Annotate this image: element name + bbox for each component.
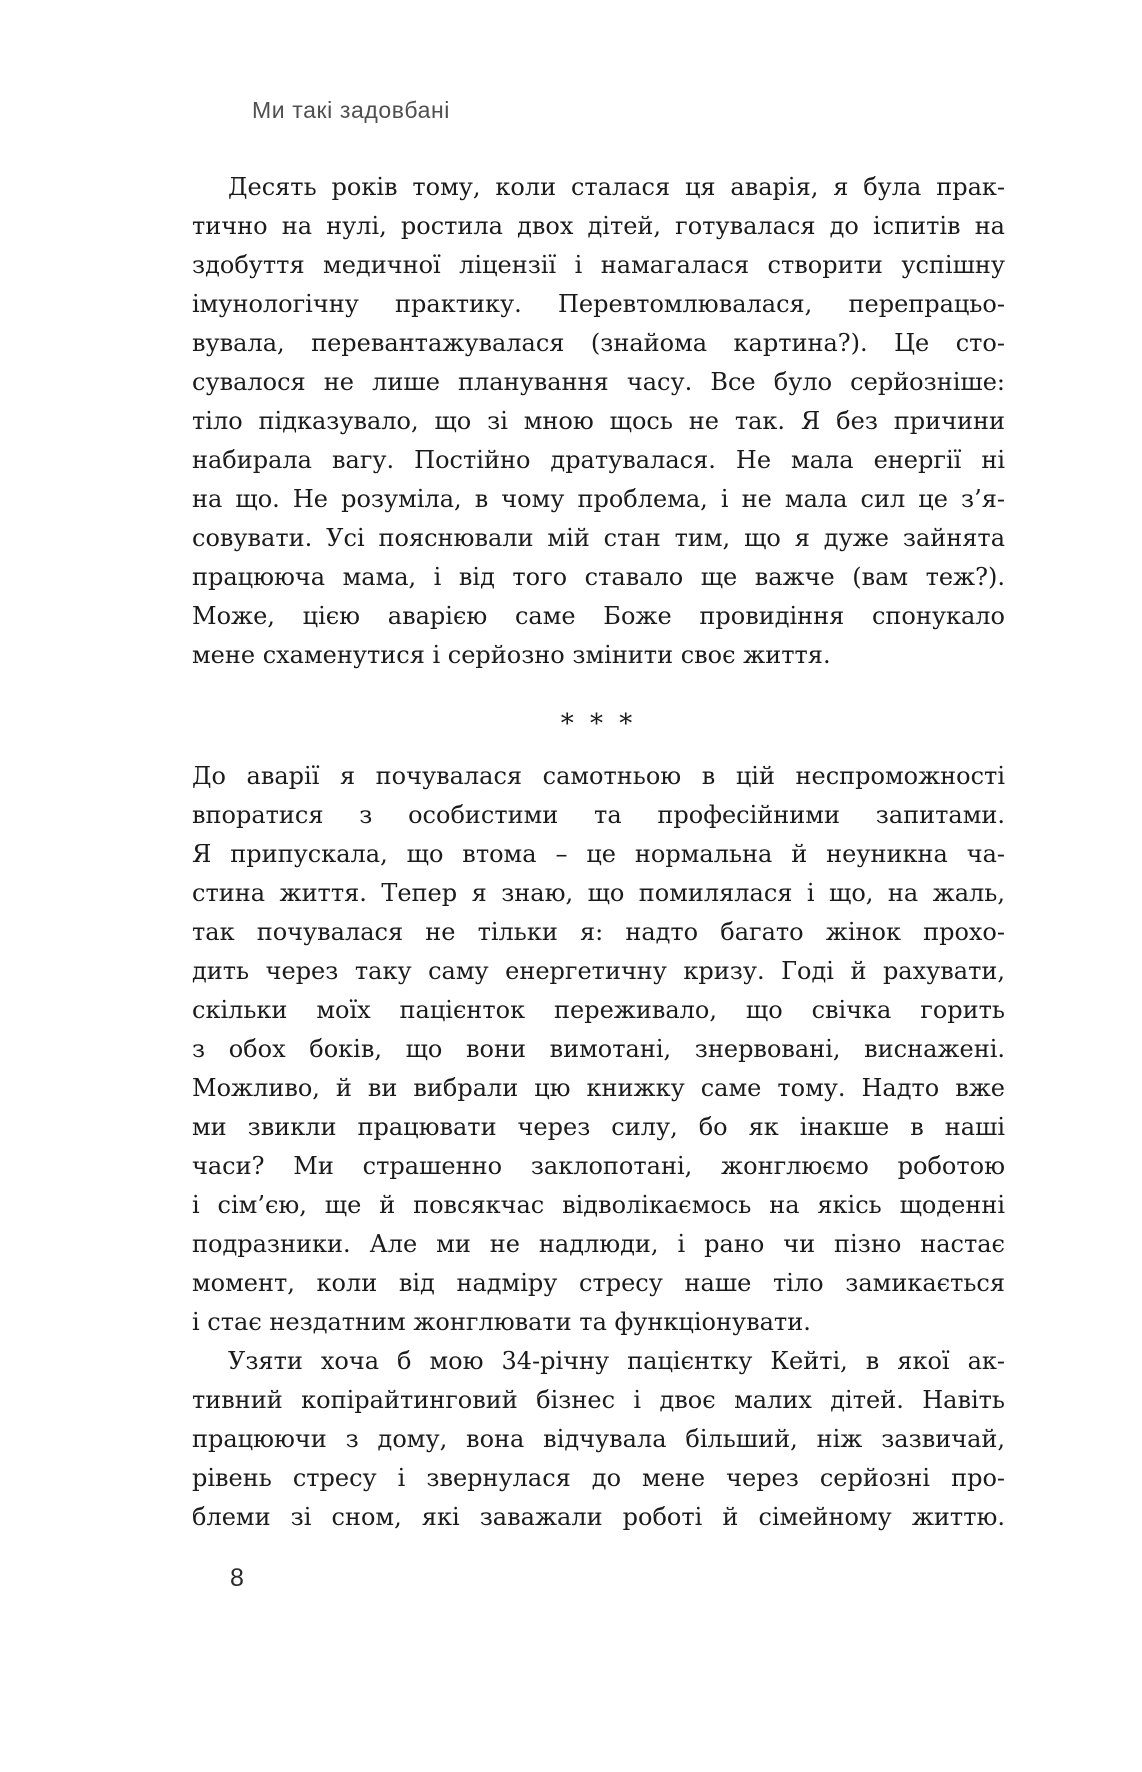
text-line: вувала, перевантажувалася (знайома картина?). Це сто- bbox=[192, 329, 1005, 357]
text-line: тично на нулі, ростила двох дітей, готувалася до іспитів на bbox=[192, 212, 1005, 240]
text-line: працюючи з дому, вона відчувала більший, ніж зазвичай, bbox=[192, 1425, 1005, 1453]
paragraph bbox=[192, 168, 1005, 675]
running-header: Ми такі задовбані bbox=[252, 97, 450, 123]
text-line: момент, коли від надміру стресу наше тіло замикається bbox=[192, 1269, 1005, 1297]
paragraph bbox=[192, 757, 1005, 1342]
text-line: подразники. Але ми не надлюди, і рано чи пізно настає bbox=[192, 1230, 1005, 1258]
text-line: Можливо, й ви вибрали цю книжку саме тому. Надто вже bbox=[192, 1074, 1005, 1102]
text-line: Може, цією аварією саме Боже провидіння спонукало bbox=[192, 602, 1005, 630]
text-line: так почувалася не тільки я: надто багато жінок прохо- bbox=[192, 918, 1005, 946]
page-number: 8 bbox=[230, 1564, 244, 1592]
text-line: дить через таку саму енергетичну кризу. Годі й рахувати, bbox=[192, 957, 1005, 985]
text-line: імунологічну практику. Перевтомлювалася, перепрацьо- bbox=[192, 290, 1005, 318]
text-line: і сім’єю, ще й повсякчас відволікаємось на якісь щоденні bbox=[192, 1191, 1005, 1219]
text-line: Узяти хоча б мою 34-річну пацієнтку Кейті, в якої ак- bbox=[228, 1347, 1005, 1375]
text-line: скільки моїх пацієнток переживало, що свічка горить bbox=[192, 996, 1005, 1024]
text-line: часи? Ми страшенно заклопотані, жонглюємо роботою bbox=[192, 1152, 1005, 1180]
text-line: мене схаменутися і серйозно змінити своє життя. bbox=[192, 641, 831, 669]
text-line: тіло підказувало, що зі мною щось не так. Я без причини bbox=[192, 407, 1005, 435]
text-line: впоратися з особистими та професійними запитами. bbox=[192, 801, 1005, 829]
text-line: тивний копірайтинговий бізнес і двоє малих дітей. Навіть bbox=[192, 1386, 1005, 1414]
text-line: набирала вагу. Постійно дратувалася. Не мала енергії ні bbox=[192, 446, 1005, 474]
body-text bbox=[192, 168, 1005, 1537]
text-line: і стає нездатним жонглювати та функціонувати. bbox=[192, 1308, 811, 1336]
paragraph bbox=[192, 1342, 1005, 1537]
text-line: Я припускала, що втома – це нормальна й неуникна ча- bbox=[192, 840, 1005, 868]
text-line: До аварії я почувалася самотньою в цій неспроможності bbox=[192, 762, 1005, 790]
text-line: працююча мама, і від того ставало ще важче (вам теж?). bbox=[192, 563, 1005, 591]
text-line: здобуття медичної ліцензії і намагалася створити успішну bbox=[192, 251, 1005, 279]
text-line: блеми зі сном, які заважали роботі й сімейному життю. bbox=[192, 1503, 1005, 1531]
section-separator: * * * bbox=[560, 709, 637, 739]
text-line: Десять років тому, коли сталася ця аварія, я була прак- bbox=[228, 173, 1005, 201]
text-line: совувати. Усі пояснювали мій стан тим, що я дуже зайнята bbox=[192, 524, 1005, 552]
text-line: сувалося не лише планування часу. Все було серйозніше: bbox=[192, 368, 1005, 396]
text-line: з обох боків, що вони вимотані, знервовані, виснажені. bbox=[192, 1035, 1005, 1063]
text-line: стина життя. Тепер я знаю, що помилялася і що, на жаль, bbox=[192, 879, 1005, 907]
text-line: рівень стресу і звернулася до мене через серйозні про- bbox=[192, 1464, 1005, 1492]
text-line: ми звикли працювати через силу, бо як інакше в наші bbox=[192, 1113, 1005, 1141]
text-line: на що. Не розуміла, в чому проблема, і не мала сил це з’я- bbox=[192, 485, 1005, 513]
